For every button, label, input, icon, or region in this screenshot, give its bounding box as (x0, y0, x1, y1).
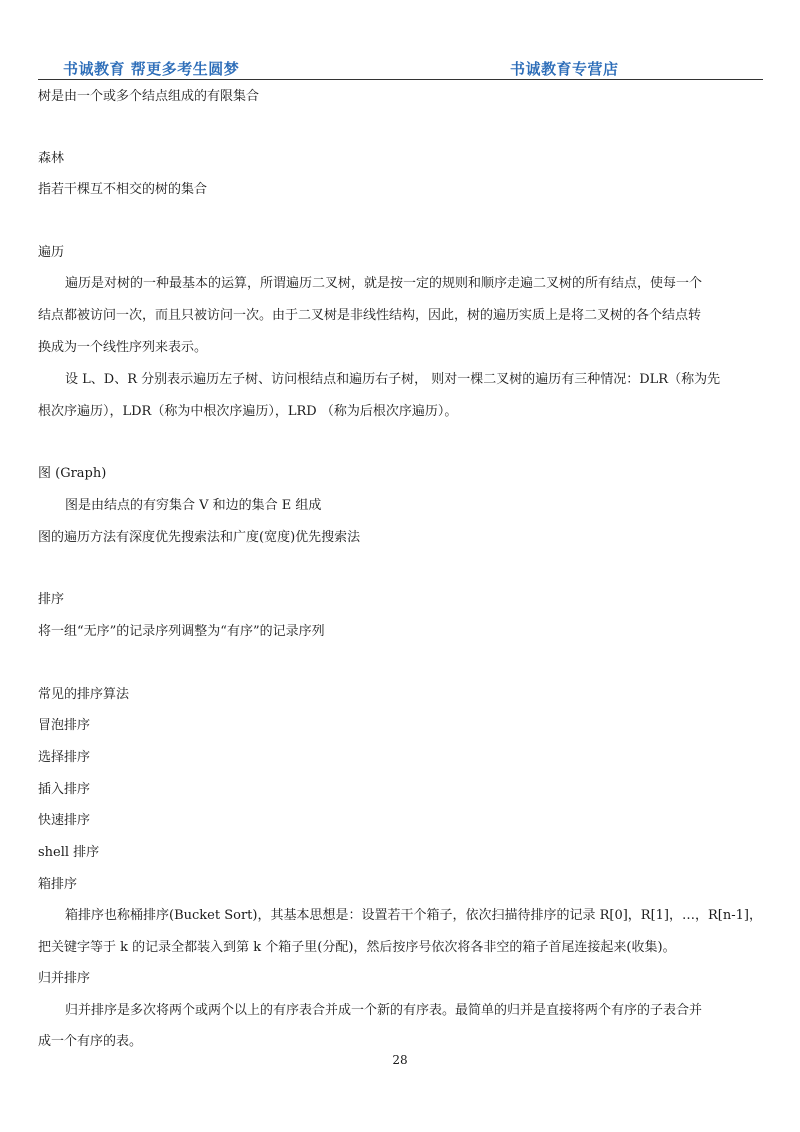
section-heading: 排序 (38, 592, 65, 607)
paragraph-line: 遍历是对树的一种最基本的运算，所谓遍历二叉树，就是按一定的规则和顺序走遍二叉树的所有结点，使每一个 (65, 276, 703, 291)
section-heading: 常见的排序算法 (38, 687, 130, 702)
paragraph-line: 换成为一个线性序列来表示。 (38, 340, 208, 355)
section-heading: 箱排序 (38, 877, 78, 892)
page-number: 28 (392, 1053, 408, 1067)
header-left-text: 书诚教育 帮更多考生圆梦 (63, 60, 240, 78)
list-item: 选择排序 (38, 750, 91, 765)
list-item: shell 排序 (38, 845, 100, 860)
paragraph-line: 结点都被访问一次，而且只被访问一次。由于二叉树是非线性结构，因此，树的遍历实质上是将二叉树的各个结点转 (38, 308, 702, 323)
paragraph-line: 箱排序也称桶排序(Bucket Sort)，其基本思想是：设置若干个箱子，依次扫描待排序的记录 R[0]，R[1]，…，R[n-1]， (65, 908, 762, 923)
paragraph-line: 图的遍历方法有深度优先搜索法和广度(宽度)优先搜索法 (38, 530, 361, 545)
paragraph-line: 成一个有序的表。 (38, 1034, 143, 1049)
page-header (38, 0, 763, 80)
section-heading: 遍历 (38, 245, 65, 260)
section-heading: 森林 (38, 151, 65, 166)
list-item: 插入排序 (38, 782, 91, 797)
paragraph-line: 图是由结点的有穷集合 V 和边的集合 E 组成 (65, 498, 322, 513)
header-right-text: 书诚教育专营店 (510, 60, 619, 78)
paragraph-line: 把关键字等于 k 的记录全都装入到第 k 个箱子里(分配)，然后按序号依次将各非空的箱子首尾连接起来(收集)。 (38, 940, 676, 955)
paragraph-line: 树是由一个或多个结点组成的有限集合 (38, 89, 260, 104)
paragraph-line: 归并排序是多次将两个或两个以上的有序表合并成一个新的有序表。最简单的归并是直接将两个有序的子表合并 (65, 1003, 703, 1018)
paragraph-line: 设 L、D、R 分别表示遍历左子树、访问根结点和遍历右子树， 则对一棵二叉树的遍历有三种情况：DLR（称为先 (65, 372, 721, 387)
paragraph-line: 将一组“无序”的记录序列调整为“有序”的记录序列 (38, 624, 325, 639)
list-item: 冒泡排序 (38, 718, 91, 733)
section-heading: 归并排序 (38, 971, 91, 986)
section-heading: 图 (Graph) (38, 466, 107, 481)
paragraph-line: 根次序遍历），LDR（称为中根次序遍历），LRD （称为后根次序遍历）。 (38, 404, 458, 419)
paragraph-line: 指若干棵互不相交的树的集合 (38, 182, 208, 197)
list-item: 快速排序 (38, 813, 91, 828)
